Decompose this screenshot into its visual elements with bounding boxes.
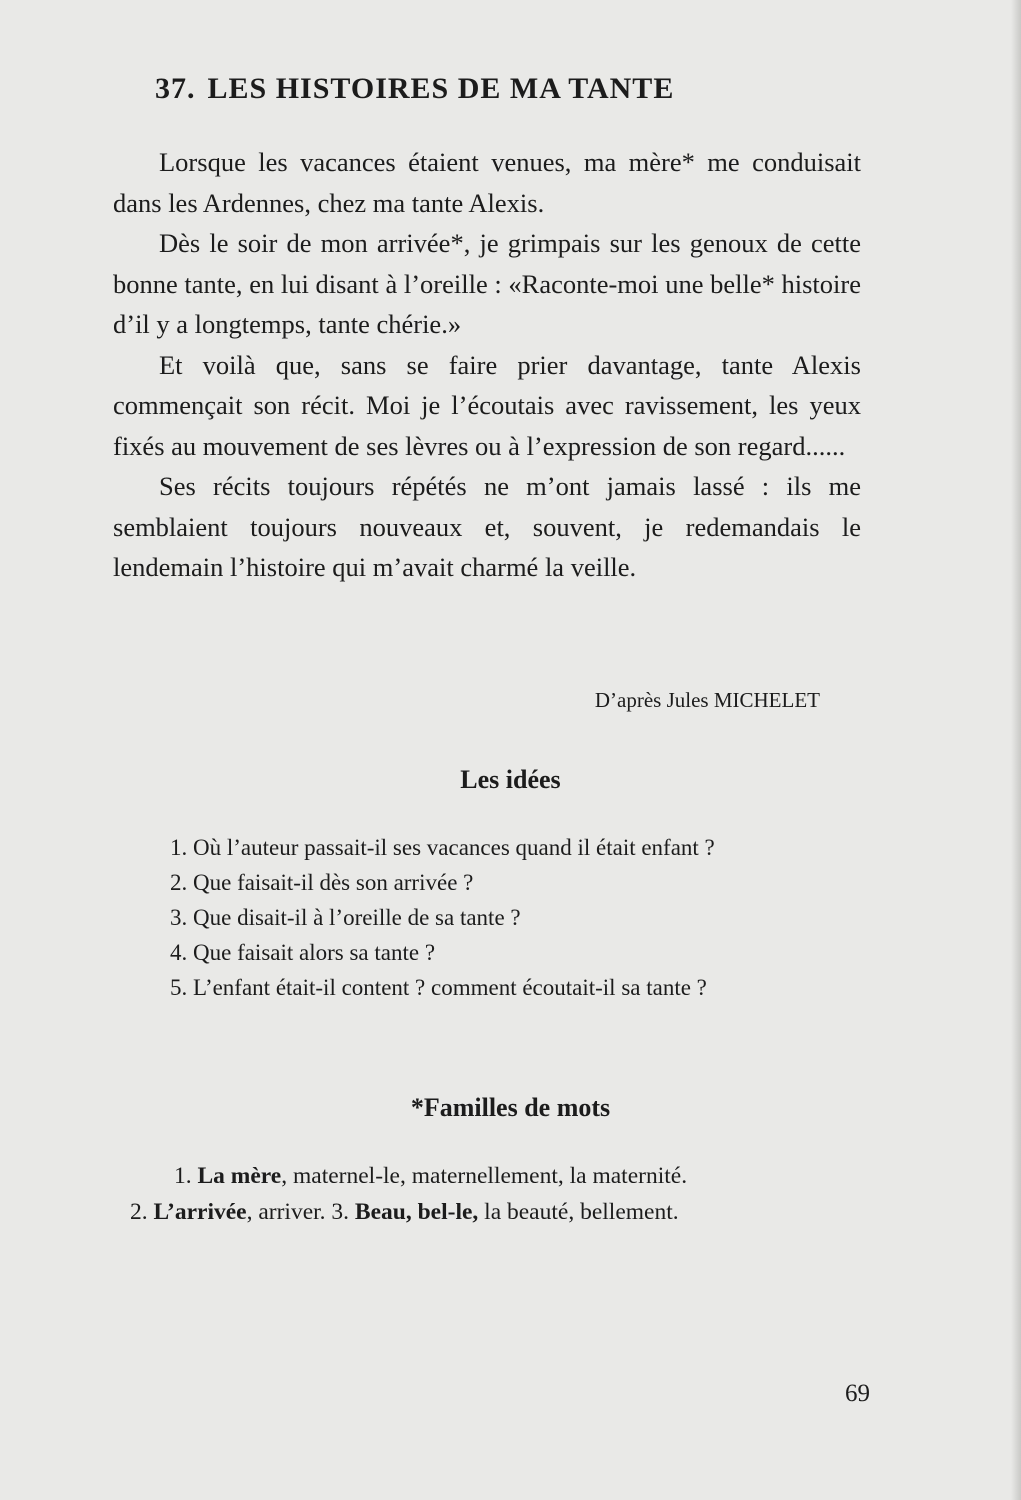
chapter-title — [155, 72, 795, 106]
family-word: Beau, bel-le, — [354, 1199, 479, 1225]
question-item: 5. L’enfant était-il content ? comment écoutait-il sa tante ? — [170, 975, 707, 1000]
family-line — [130, 1194, 875, 1230]
family-line — [130, 1158, 875, 1194]
paragraph: Dès le soir de mon arrivée*, je grimpais sur les genoux de cette bonne tante, en lui disant à l’oreille : «Raconte-moi une belle* histoire d’il y a longtemps, tante chérie.» — [113, 228, 861, 339]
family-word: L’arrivée — [153, 1199, 247, 1225]
paragraph: Lorsque les vacances étaient venues, ma mère* me conduisait dans les Ardennes, chez ma tante Alexis. — [113, 147, 861, 218]
question-item: 3. Que disait-il à l’oreille de sa tante ? — [170, 905, 521, 930]
ideas-list — [128, 830, 870, 1005]
family-number: 2. — [130, 1199, 148, 1225]
question-item: 2. Que faisait-il dès son arrivée ? — [170, 870, 474, 895]
question-item: 1. Où l’auteur passait-il ses vacances quand il était enfant ? — [170, 835, 715, 860]
paragraph: Et voilà que, sans se faire prier davantage, tante Alexis commençait son récit. Moi je l’écoutais avec ravissement, les yeux fixés au mouvement de ses lèvres ou à l’expression de son regard...... — [113, 349, 861, 461]
family-number: 3. — [331, 1199, 350, 1225]
family-word: La mère — [197, 1163, 282, 1189]
ideas-heading: Les idées — [460, 765, 561, 794]
chapter-number: 37. — [155, 72, 196, 105]
family-derivatives: , maternel-le, maternellement, la maternité. — [281, 1163, 688, 1189]
author-attribution: D’après Jules MICHELET — [594, 688, 820, 712]
question-item: 4. Que faisait alors sa tante ? — [170, 940, 436, 965]
families-heading: *Familles de mots — [410, 1093, 611, 1122]
page-edge-shadow — [1011, 0, 1021, 1500]
family-derivatives: la beauté, bellement. — [478, 1199, 679, 1225]
story-text — [113, 142, 861, 588]
page-number: 69 — [845, 1380, 870, 1407]
chapter-title-text: LES HISTOIRES DE MA TANTE — [207, 72, 675, 105]
family-number: 1. — [174, 1163, 192, 1189]
family-derivatives: , arriver. — [246, 1199, 326, 1225]
word-families — [130, 1158, 875, 1230]
paragraph: Ses récits toujours répétés ne m’ont jamais lassé : ils me semblaient toujours nouveaux et, souvent, je redemandais le lendemain l’histoire qui m’avait charmé la veille. — [113, 471, 861, 582]
